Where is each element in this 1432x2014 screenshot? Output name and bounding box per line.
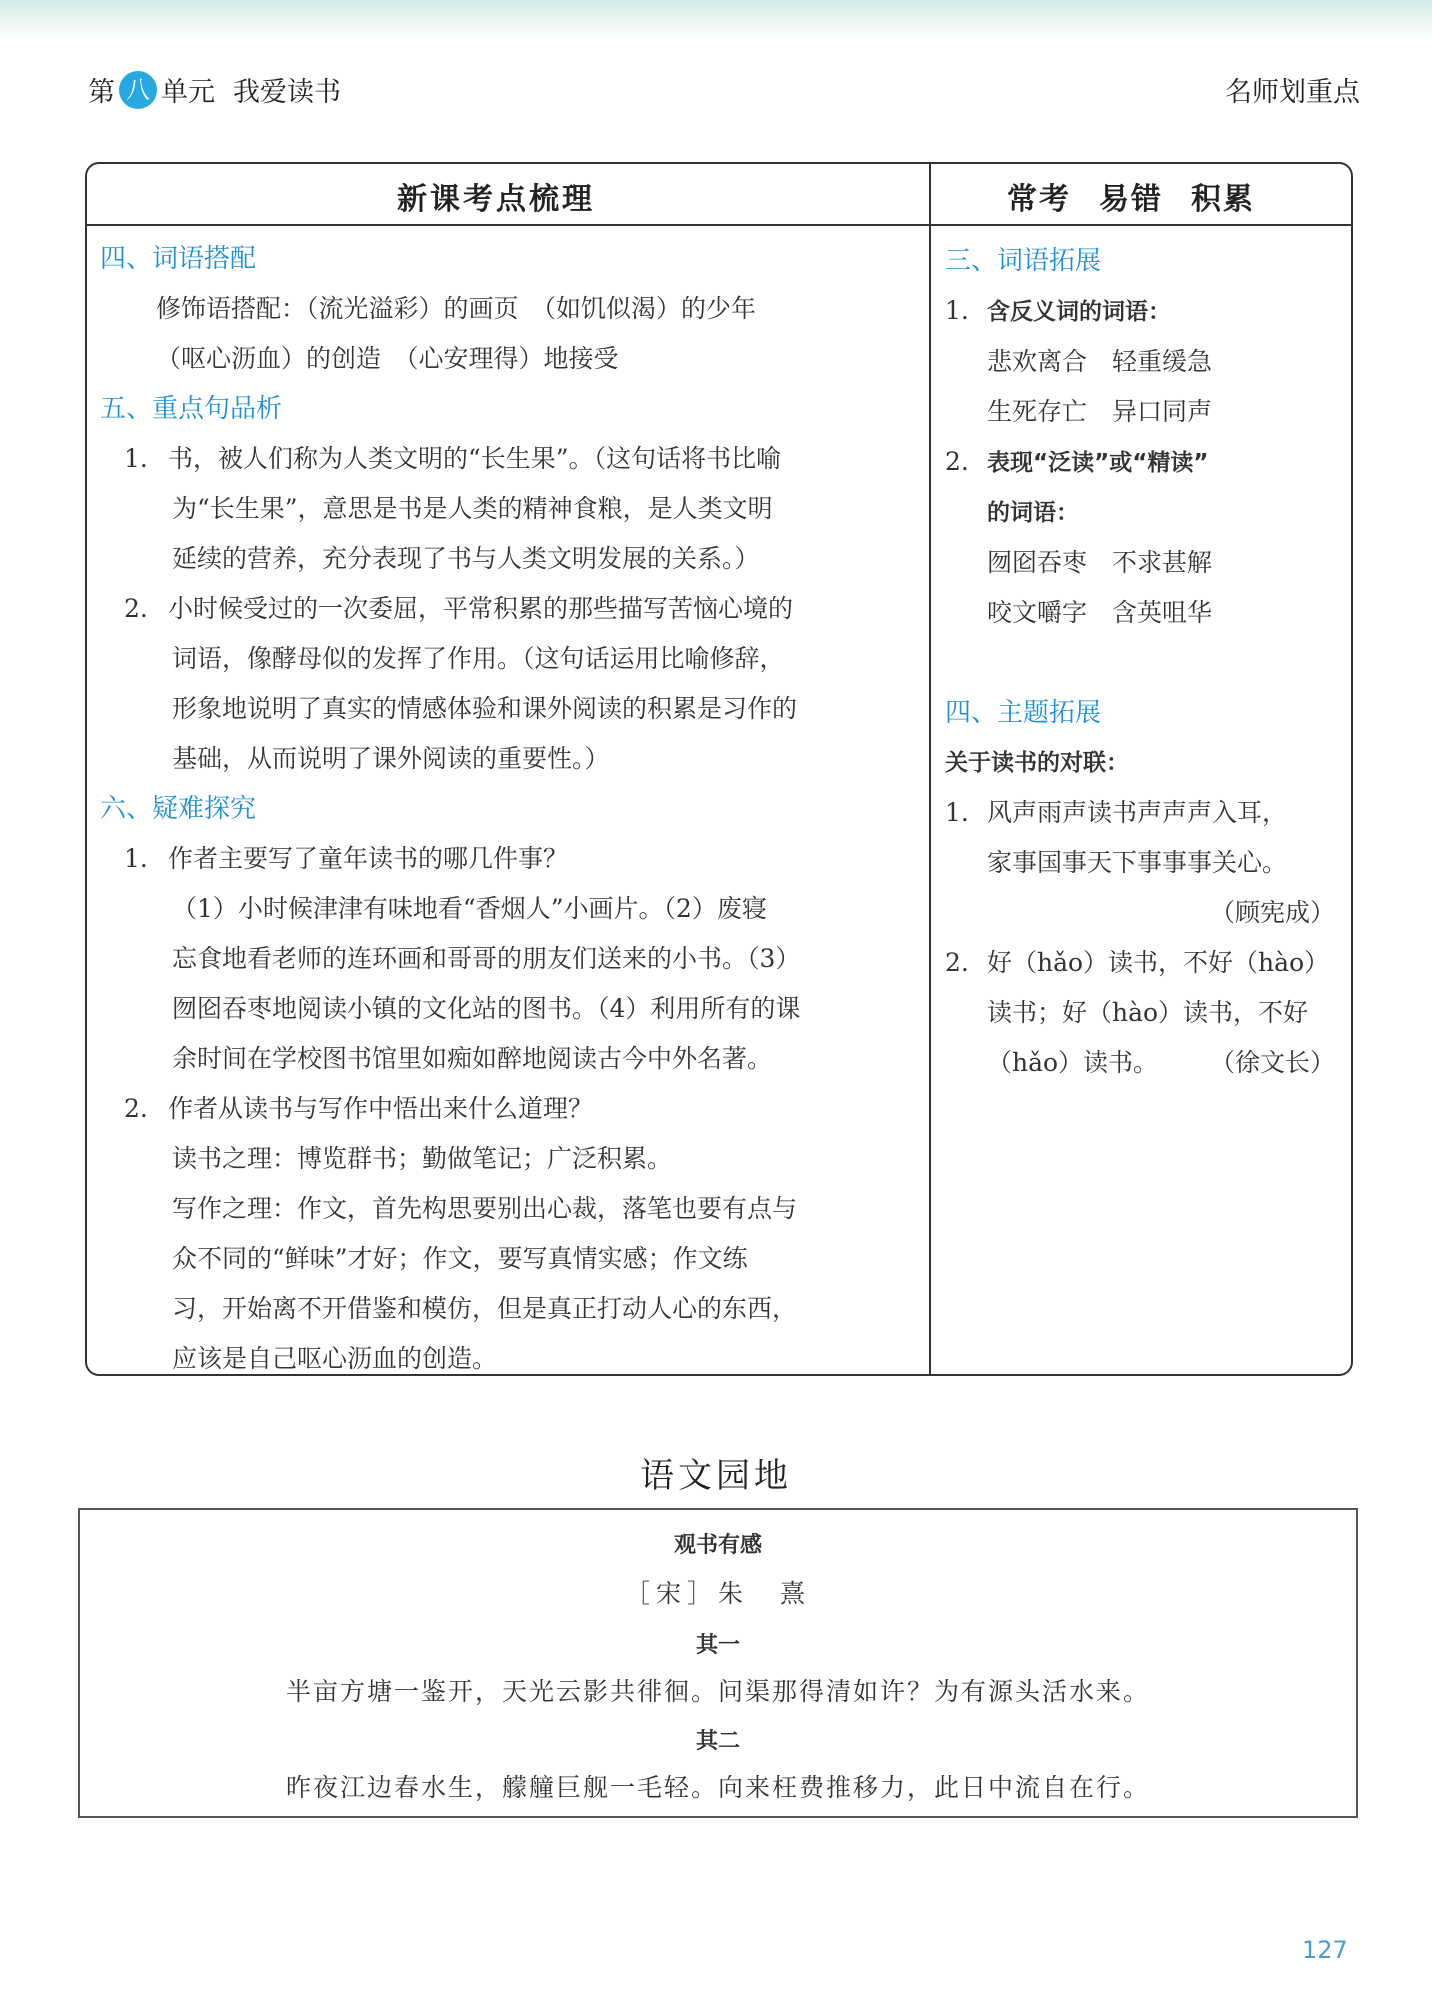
poem-part-label: 其一 bbox=[695, 1633, 740, 1658]
section-heading: 四、词语搭配 bbox=[100, 244, 257, 274]
text-line: 众不同的“鲜味”才好；作文，要写真情实感；作文练 bbox=[172, 1244, 748, 1273]
list-item bbox=[100, 1084, 920, 1134]
spacer bbox=[945, 638, 1345, 688]
header-divider bbox=[87, 224, 1351, 226]
text-line: 为“长生果”，意思是书是人类的精神食粮，是人类文明 bbox=[172, 494, 773, 523]
word: 轻重缓急 bbox=[1112, 347, 1213, 376]
word-row bbox=[945, 588, 1345, 638]
list-item bbox=[945, 286, 1345, 337]
left-column-content bbox=[100, 234, 920, 1384]
text-line: 延续的营养，充分表现了书与人类文明发展的关系。） bbox=[172, 544, 760, 573]
word: 生死存亡 bbox=[987, 397, 1088, 426]
unit-title: 我爱读书 bbox=[233, 77, 341, 108]
left-column-title: 新课考点梳理 bbox=[397, 182, 595, 217]
item-number: 1. bbox=[124, 844, 148, 873]
word-row bbox=[945, 337, 1345, 387]
couplet-line: 读书；好（hào）读书，不好 bbox=[987, 998, 1309, 1027]
section-heading: 六、疑难探究 bbox=[100, 794, 257, 824]
text-line: 基础，从而说明了课外阅读的重要性。） bbox=[172, 744, 610, 773]
text-line: （呕心沥血）的创造 （心安理得）地接受 bbox=[156, 344, 619, 373]
text-line: 应该是自己呕心沥血的创造。 bbox=[172, 1344, 498, 1373]
list-item bbox=[945, 938, 1345, 988]
couplet-line-last bbox=[945, 1038, 1345, 1088]
section-heading: 五、重点句品析 bbox=[100, 394, 283, 424]
item-number: 2. bbox=[945, 447, 969, 476]
list-item bbox=[945, 788, 1345, 838]
header-right-label: 名师划重点 bbox=[1225, 77, 1360, 108]
item-label-cont: 的词语： bbox=[987, 500, 1079, 526]
word: 异口同声 bbox=[1112, 397, 1213, 426]
text-line: 形象地说明了真实的情感体验和课外阅读的积累是习作的 bbox=[172, 694, 798, 723]
text-line: 习，开始离不开借鉴和模仿，但是真正打动人心的东西， bbox=[172, 1294, 798, 1323]
list-item bbox=[100, 584, 920, 634]
item-number: 1. bbox=[124, 444, 148, 473]
section-heading: 三、词语拓展 bbox=[945, 246, 1102, 276]
list-item bbox=[100, 834, 920, 884]
couplet-author: （徐文长） bbox=[1209, 1048, 1335, 1077]
poem-part-label: 其二 bbox=[695, 1729, 740, 1754]
text-line: （1）小时候津津有味地看“香烟人”小画片。（2）废寝 bbox=[172, 894, 767, 923]
couplet-line: 家事国事天下事事事关心。 bbox=[987, 848, 1288, 877]
unit-number-badge: 八 bbox=[119, 71, 157, 109]
poem-text: 半亩方塘一鉴开，天光云影共徘徊。问渠那得清如许？为有源头活水来。 bbox=[285, 1677, 1150, 1706]
right-column-content bbox=[945, 236, 1345, 1088]
word: 不求甚解 bbox=[1112, 548, 1213, 577]
right-column-title bbox=[1007, 174, 1283, 218]
list-item bbox=[100, 434, 920, 484]
title-part: 积累 bbox=[1191, 182, 1255, 217]
item-number: 1. bbox=[945, 296, 969, 325]
section-heading: 四、主题拓展 bbox=[945, 698, 1102, 728]
couplet-line: 好（hǎo）读书，不好（hào） bbox=[987, 948, 1330, 977]
list-item bbox=[945, 437, 1345, 488]
word: 含英咀华 bbox=[1112, 598, 1213, 627]
couplet-line: （hǎo）读书。 bbox=[987, 1048, 1159, 1077]
word-row bbox=[945, 387, 1345, 437]
text-line: 作者主要写了童年读书的哪几件事？ bbox=[168, 844, 569, 873]
couplet-line: 风声雨声读书声声声入耳， bbox=[987, 798, 1288, 827]
unit-suffix: 单元 bbox=[161, 77, 215, 108]
text-line: 余时间在学校图书馆里如痴如醉地阅读古今中外名著。 bbox=[172, 1044, 773, 1073]
poem-author: ［宋］朱 熹 bbox=[624, 1579, 811, 1608]
text-line: 修饰语搭配：（流光溢彩）的画页 （如饥似渴）的少年 bbox=[156, 294, 757, 323]
item-number: 2. bbox=[124, 594, 148, 623]
word-row bbox=[945, 538, 1345, 588]
unit-prefix: 第 bbox=[88, 77, 115, 108]
text-line: 囫囵吞枣地阅读小镇的文化站的图书。（4）利用所有的课 bbox=[172, 994, 801, 1023]
item-number: 1. bbox=[945, 798, 969, 827]
poem-box bbox=[78, 1508, 1358, 1818]
page-number: 127 bbox=[1302, 1936, 1348, 1964]
title-part: 易错 bbox=[1099, 182, 1163, 217]
word: 咬文嚼字 bbox=[987, 598, 1088, 627]
text-line: 书，被人们称为人类文明的“长生果”。（这句话将书比喻 bbox=[168, 444, 782, 473]
text-line: 词语，像酵母似的发挥了作用。（这句话运用比喻修辞， bbox=[172, 644, 785, 673]
item-label: 含反义词的词语： bbox=[987, 299, 1171, 325]
item-number: 2. bbox=[124, 1094, 148, 1123]
item-label: 表现“泛读”或“精读” bbox=[987, 450, 1209, 476]
text-line: 作者从读书与写作中悟出来什么道理？ bbox=[168, 1094, 594, 1123]
text-line: 读书之理：博览群书；勤做笔记；广泛积累。 bbox=[172, 1144, 673, 1173]
poem-text: 昨夜江边春水生，艨艟巨舰一毛轻。向来枉费推移力，此日中流自在行。 bbox=[285, 1773, 1150, 1802]
text-line: 忘食地看老师的连环画和哥哥的朋友们送来的小书。（3） bbox=[172, 944, 801, 973]
text-line: 写作之理：作文，首先构思要别出心裁，落笔也要有点与 bbox=[172, 1194, 798, 1223]
section-title: 语文园地 bbox=[640, 1456, 792, 1496]
top-decorative-band bbox=[0, 0, 1432, 40]
unit-header bbox=[88, 70, 341, 109]
column-divider bbox=[929, 164, 931, 1374]
intro-text: 关于读书的对联： bbox=[945, 750, 1129, 776]
word: 悲欢离合 bbox=[987, 347, 1088, 376]
poem-title: 观书有感 bbox=[673, 1533, 762, 1558]
word: 囫囵吞枣 bbox=[987, 548, 1088, 577]
item-number: 2. bbox=[945, 948, 969, 977]
couplet-author: （顾宪成） bbox=[1209, 898, 1335, 927]
title-part: 常考 bbox=[1007, 182, 1071, 217]
text-line: 小时候受过的一次委屈，平常积累的那些描写苦恼心境的 bbox=[168, 594, 794, 623]
